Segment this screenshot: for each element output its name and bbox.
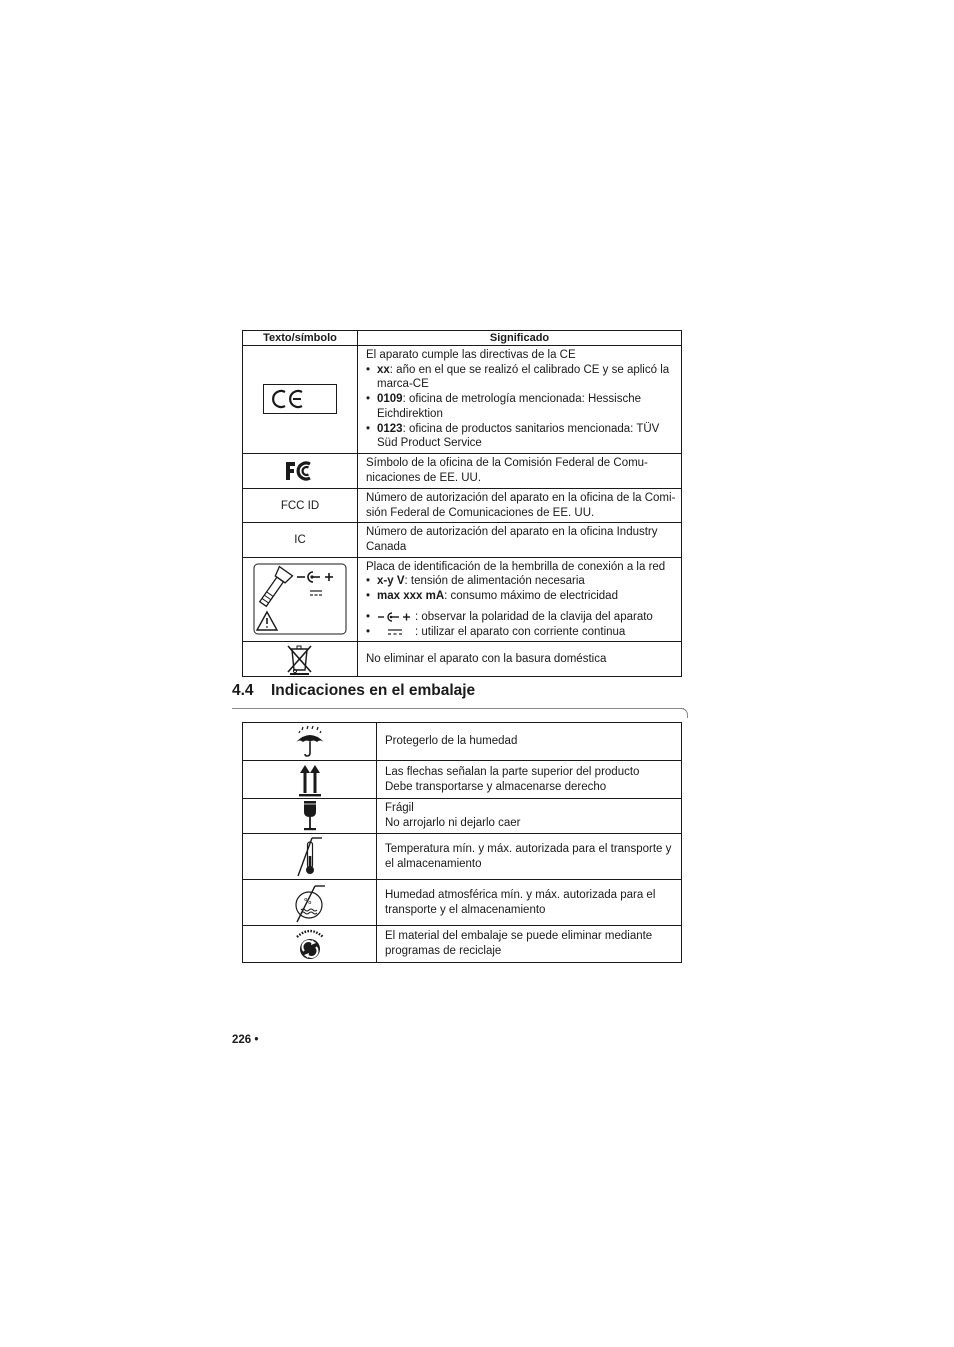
symbols-table — [242, 330, 682, 677]
bullet-text: : consumo máximo de electricidad — [444, 590, 618, 603]
table-row — [243, 557, 682, 642]
svg-text:%: % — [303, 896, 312, 906]
table-row — [243, 761, 682, 799]
bullet-item: • 0109: oficina de metrología mencionada: Hessische Eichdirektion — [366, 393, 642, 420]
symbol-cell — [243, 557, 358, 642]
meaning-line: Las flechas señalan la parte superior del producto — [385, 765, 640, 778]
fcc-logo-icon — [283, 459, 317, 483]
polarity-icon — [377, 611, 415, 623]
symbol-cell — [243, 346, 358, 454]
symbol-cell — [243, 799, 377, 834]
bullet-item: • xx: año en el que se realizó el calibrado CE y se aplicó la marca-CE — [366, 363, 670, 391]
meaning-line: Debe transportarse y almacenarse derecho — [385, 780, 607, 793]
col-header-meaning: Significado — [358, 331, 682, 346]
bullet-term: xx — [377, 363, 390, 376]
meaning-cell — [377, 834, 682, 880]
meaning-cell: Número de autorización del aparato en la oficina Industry Canada — [358, 523, 682, 557]
ce-mark-icon — [263, 384, 337, 414]
bullet-term: max xxx mA — [377, 590, 445, 603]
umbrella-icon — [293, 725, 327, 759]
table-row — [243, 642, 682, 677]
symbol-cell — [243, 453, 358, 488]
table-row — [243, 834, 682, 880]
meaning-line: Temperatura mín. y máx. autorizada para el transporte y el almacenamiento — [385, 842, 672, 870]
bullet-text: : utilizar el aparato con corriente continua — [415, 625, 626, 638]
bullet-term: 0123 — [377, 422, 403, 435]
meaning-cell: Símbolo de la oficina de la Comisión Federal de Comu-nicaciones de EE. UU. — [358, 453, 682, 488]
table-row — [243, 453, 682, 488]
table-row — [243, 523, 682, 557]
heading-rule-corner — [680, 708, 688, 718]
bullet-item: • 0123: oficina de productos sanitarios mencionada: TÜV Süd Product Service — [366, 422, 660, 450]
symbol-cell — [243, 926, 377, 963]
bullet-term: 0109 — [377, 393, 403, 406]
packaging-table — [242, 722, 682, 963]
table-row — [243, 926, 682, 963]
table-row — [243, 799, 682, 834]
bullet-item: • : observar la polaridad de la clavija del aparato — [366, 610, 653, 623]
meaning-line: Humedad atmosférica mín. y máx. autorizada para el transporte y el almacenamiento — [385, 888, 656, 916]
crossed-bin-icon — [286, 643, 314, 675]
symbol-text: FCC ID — [243, 488, 358, 522]
symbol-cell — [243, 723, 377, 761]
bullet-item: • max xxx mA: consumo máximo de electricidad — [366, 590, 618, 603]
bullet-text: : observar la polaridad de la clavija del aparato — [415, 610, 653, 623]
symbol-cell — [243, 761, 377, 799]
meaning-line: No arrojarlo ni dejarlo caer — [385, 817, 521, 829]
section-heading — [232, 682, 475, 700]
bullet-text: : oficina de productos sanitarios mencionada: TÜV Süd Product Service — [377, 422, 660, 450]
meaning-cell — [358, 346, 682, 454]
heading-rule — [232, 708, 684, 709]
meaning-line: El material del embalaje se puede eliminar mediante programas de reciclaje — [385, 930, 653, 957]
table-row — [243, 488, 682, 522]
plate-intro: Placa de identificación de la hembrilla de conexión a la red — [366, 560, 666, 573]
bullet-item: • : utilizar el aparato con corriente continua — [366, 625, 626, 638]
section-title: Indicaciones en el embalaje — [271, 682, 476, 699]
table-row — [243, 723, 682, 761]
dc-current-icon — [377, 626, 415, 638]
humidity-limits-icon — [293, 883, 327, 923]
page-number: 226 • — [232, 1034, 259, 1046]
col-header-symbol: Texto/símbolo — [243, 331, 358, 346]
meaning-cell — [377, 799, 682, 834]
meaning-line: Frágil — [385, 802, 414, 814]
meaning-line: Protegerlo de la humedad — [385, 735, 518, 747]
rating-plate-icon — [253, 562, 347, 636]
meaning-cell: No eliminar el aparato con la basura doméstica — [358, 642, 682, 677]
table-row — [243, 880, 682, 926]
meaning-cell — [377, 761, 682, 799]
meaning-cell — [377, 880, 682, 926]
bullet-term: x-y V — [377, 575, 405, 588]
bullet-text: : tensión de alimentación necesaria — [404, 575, 585, 588]
bullet-item: • x-y V: tensión de alimentación necesaria — [366, 575, 585, 588]
meaning-cell — [358, 557, 682, 642]
ce-intro: El aparato cumple las directivas de la CE — [366, 349, 576, 361]
fragile-glass-icon — [300, 800, 320, 832]
meaning-cell: Número de autorización del aparato en la oficina de la Comi-sión Federal de Comunicaciones de EE. UU. — [358, 488, 682, 522]
symbol-cell — [243, 834, 377, 880]
symbol-cell — [243, 880, 377, 926]
table-row — [243, 346, 682, 454]
meaning-cell — [377, 723, 682, 761]
symbol-text: IC — [243, 523, 358, 557]
symbol-cell — [243, 642, 358, 677]
bullet-text: : año en el que se realizó el calibrado CE y se aplicó la marca-CE — [377, 363, 670, 391]
recycling-icon — [293, 927, 327, 961]
bullet-text: : oficina de metrología mencionada: Hessische Eichdirektion — [377, 393, 642, 420]
meaning-cell — [377, 926, 682, 963]
thermometer-limits-icon — [296, 836, 324, 878]
section-number: 4.4 — [232, 682, 254, 699]
table-header-row — [243, 331, 682, 346]
arrows-up-icon — [296, 763, 324, 797]
